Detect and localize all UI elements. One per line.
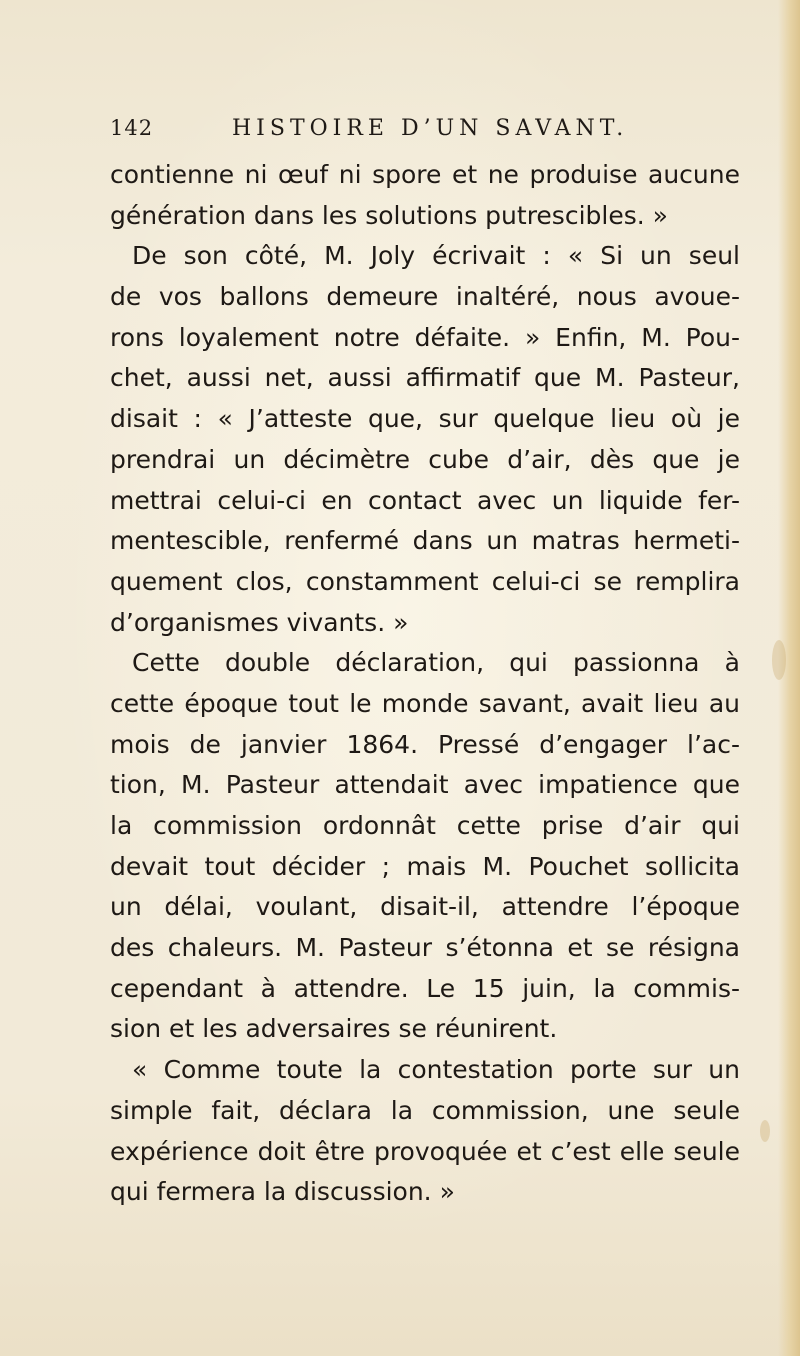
running-header: [0, 116, 800, 146]
text-line: mois de janvier 1864. Pressé d’engager l’ac-: [110, 729, 740, 759]
text-line: cette époque tout le monde savant, avait lieu au: [110, 688, 740, 718]
text-line: un délai, voulant, disait-il, attendre l’époque: [110, 892, 740, 922]
text-line: quement clos, constamment celui-ci se remplira: [110, 566, 740, 596]
paragraph: [110, 155, 740, 236]
text-line: contienne ni œuf ni spore et ne produise aucune: [110, 160, 740, 189]
paragraph: [110, 236, 740, 643]
text-line: mentescible, renfermé dans un matras hermeti-: [110, 526, 740, 556]
page-number: 142: [110, 116, 154, 140]
text-line: rons loyalement notre défaite. » Enfin, M. Pou-: [110, 322, 740, 352]
text-line: cependant à attendre. Le 15 juin, la commis-: [110, 973, 740, 1003]
text-line: disait : « J’atteste que, sur quelque lieu où je: [110, 404, 740, 434]
text-line: tion, M. Pasteur attendait avec impatience que: [110, 770, 740, 800]
text-line: prendrai un décimètre cube d’air, dès que je: [110, 444, 740, 474]
text-line: génération dans les solutions putrescibles. »: [110, 200, 668, 230]
text-line: chet, aussi net, aussi affirmatif que M. Pasteur,: [110, 363, 740, 393]
text-line: la commission ordonnât cette prise d’air qui: [110, 811, 740, 840]
text-line: d’organismes vivants. »: [110, 607, 409, 637]
paper-stain: [760, 1120, 770, 1142]
body-text: [110, 155, 740, 1213]
running-title: HISTOIRE D’UN SAVANT.: [232, 116, 629, 141]
paragraph: [110, 1050, 740, 1213]
text-line: de vos ballons demeure inaltéré, nous avoue-: [110, 282, 740, 312]
text-line: des chaleurs. M. Pasteur s’étonna et se résigna: [110, 933, 740, 963]
text-line: qui fermera la discussion. »: [110, 1177, 455, 1207]
text-line: devait tout décider ; mais M. Pouchet sollicita: [110, 851, 740, 881]
text-line: simple fait, déclara la commission, une seule: [110, 1095, 740, 1125]
paragraph: [110, 643, 740, 1050]
text-line: De son côté, M. Joly écrivait : « Si un seul: [132, 241, 740, 271]
text-line: « Comme toute la contestation porte sur un: [132, 1055, 740, 1085]
text-line: expérience doit être provoquée et c’est elle seule: [110, 1136, 740, 1166]
text-line: Cette double déclaration, qui passionna à: [132, 648, 740, 678]
paper-stain: [772, 640, 786, 680]
text-line: mettrai celui-ci en contact avec un liquide fer-: [110, 485, 740, 515]
text-line: sion et les adversaires se réunirent.: [110, 1014, 558, 1044]
